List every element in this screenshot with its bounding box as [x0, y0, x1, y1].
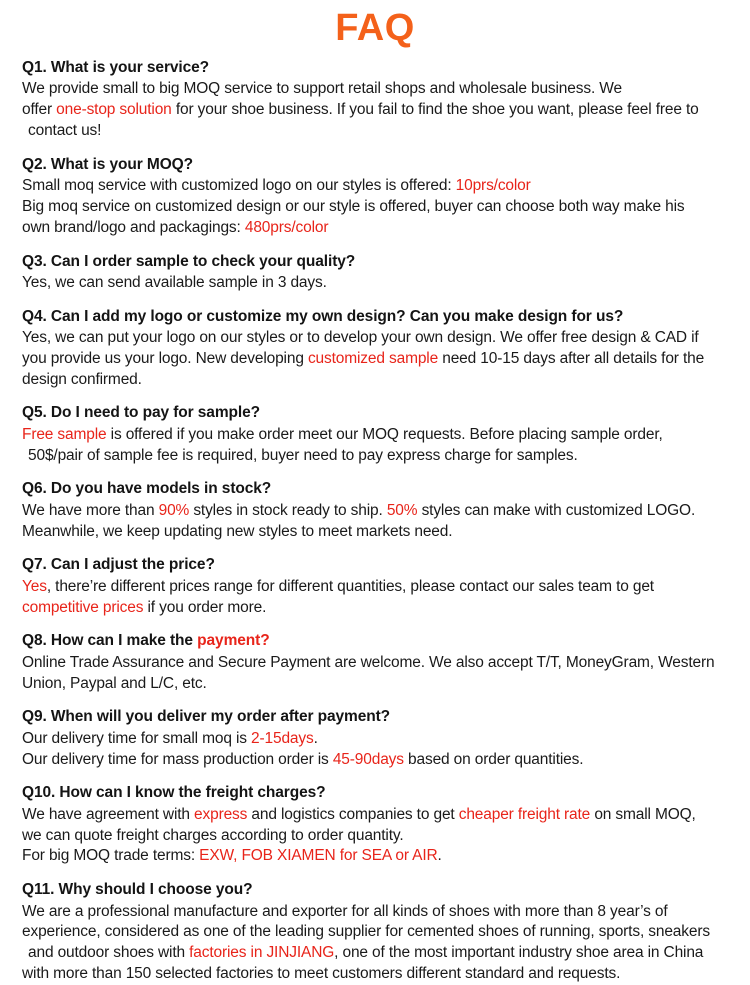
text-run: you provide us your logo. New developing: [22, 349, 308, 367]
highlighted-text: factories in JINJIANG: [189, 944, 335, 962]
faq-item: [22, 880, 739, 985]
text-run: We have agreement with: [22, 805, 195, 823]
text-run: , there’re different prices range for different quantities, please contact our sales team to get: [46, 577, 654, 595]
answer-line: [22, 176, 739, 197]
answer-line: [22, 943, 739, 964]
faq-answer: [22, 328, 739, 390]
text-run: offer: [22, 101, 57, 119]
text-run: styles can make with customized LOGO.: [417, 501, 696, 519]
faq-item: [22, 252, 739, 294]
faq-answer: [22, 729, 739, 771]
highlighted-text: 90%: [158, 501, 190, 519]
highlighted-text: customized sample: [307, 349, 439, 367]
text-run: need 10-15 days after all details for the: [438, 349, 705, 367]
text-run: on small MOQ,: [590, 805, 696, 823]
answer-line: [22, 79, 739, 100]
answer-line: [22, 598, 739, 619]
text-run: we can quote freight charges according to order quantity.: [22, 826, 404, 844]
answer-line: [22, 446, 739, 467]
faq-question: Q7. Can I adjust the price?: [22, 556, 215, 574]
faq-answer: [22, 176, 739, 238]
faq-question: Q10. How can I know the freight charges?: [22, 784, 326, 802]
answer-line: [22, 197, 739, 218]
faq-item: [22, 307, 739, 391]
text-run: .: [437, 847, 442, 865]
text-run: styles in stock ready to ship.: [189, 501, 387, 519]
faq-answer: [22, 902, 739, 985]
highlighted-text: cheaper freight rate: [458, 805, 591, 823]
answer-line: [22, 729, 739, 750]
page-title: FAQ: [335, 7, 415, 49]
text-run: and logistics companies to get: [247, 805, 459, 823]
faq-item: [22, 58, 739, 142]
faq-question: Q6. Do you have models in stock?: [22, 480, 272, 498]
answer-line: [22, 902, 739, 923]
faq-question: Q3. Can I order sample to check your quality?: [22, 252, 356, 270]
faq-item: [22, 555, 739, 618]
highlighted-text: payment?: [197, 632, 270, 650]
highlighted-text: Free sample: [22, 425, 107, 443]
text-run: Q8. How can I make the: [22, 632, 198, 650]
highlighted-text: Yes: [22, 577, 47, 595]
text-run: Yes, we can send available sample in 3 days.: [22, 273, 327, 291]
highlighted-text: competitive prices: [22, 598, 144, 616]
text-run: Our delivery time for mass production order is: [22, 750, 333, 768]
text-run: We are a professional manufacture and exporter for all kinds of shoes with more than 8 year’s of: [22, 902, 668, 920]
answer-line: [22, 846, 739, 867]
text-run: and outdoor shoes with: [28, 944, 190, 962]
faq-question: Q5. Do I need to pay for sample?: [22, 404, 260, 422]
answer-line: [22, 100, 739, 121]
text-run: , one of the most important industry shoe area in China: [334, 944, 704, 962]
faq-question: Q11. Why should I choose you?: [22, 881, 253, 899]
highlighted-text: EXW, FOB XIAMEN for SEA or AIR: [199, 847, 438, 865]
faq-answer: [22, 273, 739, 294]
faq-item: [22, 631, 739, 694]
answer-line: [22, 328, 739, 349]
faq-answer: [22, 577, 739, 619]
text-run: Meanwhile, we keep updating new styles to meet markets need.: [22, 522, 453, 540]
highlighted-text: 2-15days: [251, 729, 314, 747]
answer-line: [22, 964, 739, 985]
faq-item: [22, 783, 739, 867]
faq-item: [22, 403, 739, 466]
text-run: Our delivery time for small moq is: [22, 729, 252, 747]
answer-line: [22, 805, 739, 826]
faq-answer: [22, 653, 739, 695]
answer-line: [22, 501, 739, 522]
answer-line: [22, 370, 739, 391]
faq-question: Q1. What is your service?: [22, 59, 210, 76]
text-run: Small moq service with customized logo on our styles is offered:: [22, 177, 456, 195]
text-run: contact us!: [28, 121, 102, 139]
text-run: Yes, we can put your logo on our styles or to develop your own design. We offer free design & CAD if: [22, 329, 699, 347]
highlighted-text: 45-90days: [332, 750, 404, 768]
text-run: own brand/logo and packagings:: [22, 218, 245, 236]
text-run: for your shoe business. If you fail to find the shoe you want, please feel free to: [171, 101, 699, 119]
faq-answer: [22, 425, 739, 467]
answer-line: [22, 653, 739, 674]
answer-line: [22, 577, 739, 598]
text-run: design confirmed.: [22, 370, 142, 388]
text-run: Union, Paypal and L/C, etc.: [22, 674, 207, 692]
faq-question: Q2. What is your MOQ?: [22, 155, 193, 173]
answer-line: [22, 349, 739, 370]
answer-line: [22, 425, 739, 446]
text-run: based on order quantities.: [403, 750, 584, 768]
highlighted-text: 10prs/color: [455, 177, 531, 195]
faq-item: [22, 479, 739, 542]
answer-line: [22, 121, 739, 142]
highlighted-text: express: [194, 805, 248, 823]
text-run: is offered if you make order meet our MOQ requests. Before placing sample order,: [106, 425, 663, 443]
faq-answer: [22, 501, 739, 543]
highlighted-text: one-stop solution: [56, 101, 172, 119]
faq-item: [22, 155, 739, 239]
faq-item: [22, 707, 739, 770]
text-run: with more than 150 selected factories to meet customers different standard and requests.: [22, 964, 621, 982]
text-run: if you order more.: [143, 598, 267, 616]
text-run: experience, considered as one of the leading supplier for cemented shoes of running, sports, sneakers: [22, 923, 710, 941]
text-run: Big moq service on customized design or our style is offered, buyer can choose both way make his: [22, 197, 685, 215]
answer-line: [22, 273, 739, 294]
faq-answer: [22, 805, 739, 867]
answer-line: [22, 674, 739, 695]
answer-line: [22, 826, 739, 847]
highlighted-text: 50%: [386, 501, 418, 519]
text-run: 50$/pair of sample fee is required, buyer need to pay express charge for samples.: [28, 446, 578, 464]
answer-line: [22, 750, 739, 771]
text-run: For big MOQ trade terms:: [22, 847, 200, 865]
text-run: .: [313, 729, 318, 747]
faq-question: [22, 631, 739, 651]
answer-line: [22, 522, 739, 543]
text-run: We have more than: [22, 501, 159, 519]
faq-question: Q9. When will you deliver my order after payment?: [22, 708, 391, 726]
text-run: Online Trade Assurance and Secure Payment are welcome. We also accept T/T, MoneyGram, Western: [22, 653, 715, 671]
answer-line: [22, 218, 739, 239]
faq-question: Q4. Can I add my logo or customize my own design? Can you make design for us?: [22, 307, 624, 325]
highlighted-text: 480prs/color: [244, 218, 329, 236]
answer-line: [22, 922, 739, 943]
faq-answer: [22, 79, 739, 141]
faq-list: [0, 58, 750, 985]
text-run: We provide small to big MOQ service to support retail shops and wholesale business. We: [22, 80, 622, 98]
